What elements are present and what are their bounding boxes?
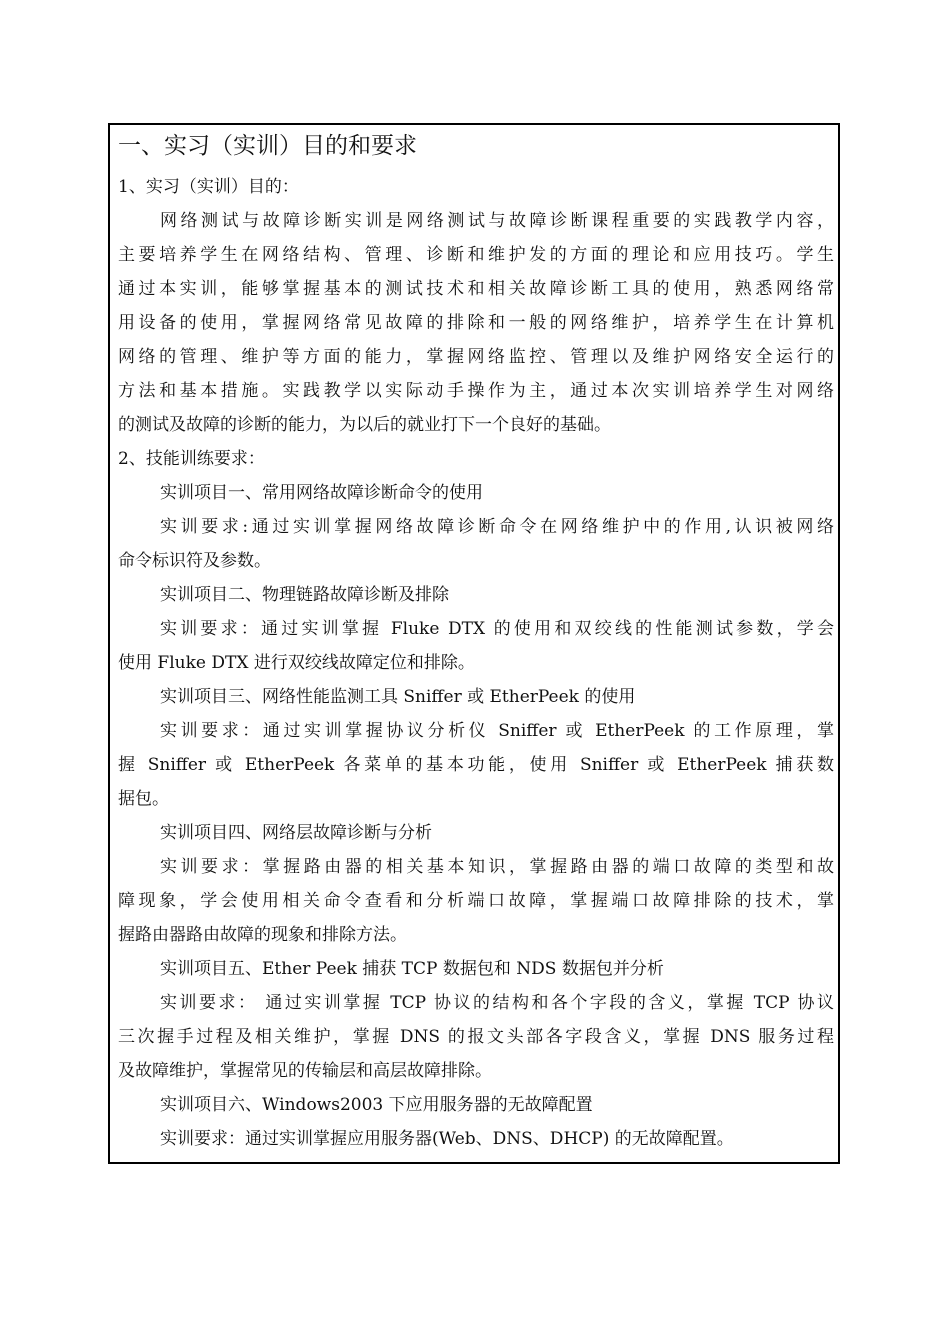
requirement-line: 实训要求：掌握路由器的相关基本知识，掌握路由器的端口故障的类型和故 xyxy=(160,857,834,877)
project-title: 实训项目四、网络层故障诊断与分析 xyxy=(160,823,432,843)
requirement-line: 障现象，学会使用相关命令查看和分析端口故障，掌握端口故障排除的技术，掌 xyxy=(118,891,834,911)
requirement-line: 实训要求： 通过实训掌握 TCP 协议的结构和各个字段的含义，掌握 TCP 协议 xyxy=(160,993,834,1013)
paragraph-line: 用设备的使用，掌握网络常见故障的排除和一般的网络维护，培养学生在计算机 xyxy=(118,313,834,333)
project-title: 实训项目二、物理链路故障诊断及排除 xyxy=(160,585,449,605)
paragraph-line: 网络的管理、维护等方面的能力，掌握网络监控、管理以及维护网络安全运行的 xyxy=(118,347,834,367)
paragraph-line: 方法和基本措施。实践教学以实际动手操作为主，通过本次实训培养学生对网络 xyxy=(118,381,834,401)
requirement-line: 实训要求：通过实训掌握 Fluke DTX 的使用和双绞线的性能测试参数，学会 xyxy=(160,619,834,639)
subheading-skills: 2、技能训练要求： xyxy=(118,449,265,469)
paragraph-line: 的测试及故障的诊断的能力，为以后的就业打下一个良好的基础。 xyxy=(118,415,611,435)
project-title: 实训项目六、Windows2003 下应用服务器的无故障配置 xyxy=(160,1095,593,1115)
requirement-line: 命令标识符及参数。 xyxy=(118,551,271,571)
project-title: 实训项目三、网络性能监测工具 Sniffer 或 EtherPeek 的使用 xyxy=(160,687,636,707)
paragraph-line: 网络测试与故障诊断实训是网络测试与故障诊断课程重要的实践教学内容， xyxy=(160,211,834,231)
project-title: 实训项目一、常用网络故障诊断命令的使用 xyxy=(160,483,483,503)
requirement-line: 实训要求：通过实训掌握协议分析仪 Sniffer 或 EtherPeek 的工作原理，掌 xyxy=(160,721,834,741)
requirement-line: 据包。 xyxy=(118,789,169,809)
paragraph-line: 主要培养学生在网络结构、管理、诊断和维护发的方面的理论和应用技巧。学生 xyxy=(118,245,834,265)
subheading-purpose: 1、实习（实训）目的： xyxy=(118,177,299,197)
requirement-line: 三次握手过程及相关维护，掌握 DNS 的报文头部各字段含义，掌握 DNS 服务过程 xyxy=(118,1027,834,1047)
requirement-line: 及故障维护，掌握常见的传输层和高层故障排除。 xyxy=(118,1061,492,1081)
paragraph-line: 通过本实训，能够掌握基本的测试技术和相关故障诊断工具的使用，熟悉网络常 xyxy=(118,279,834,299)
project-title: 实训项目五、Ether Peek 捕获 TCP 数据包和 NDS 数据包并分析 xyxy=(160,959,664,979)
requirement-line: 握 Sniffer 或 EtherPeek 各菜单的基本功能，使用 Sniffer 或 EtherPeek 捕获数 xyxy=(118,755,834,775)
requirement-line: 握路由器路由故障的现象和排除方法。 xyxy=(118,925,407,945)
requirement-line: 实训要求:通过实训掌握网络故障诊断命令在网络维护中的作用,认识被网络 xyxy=(160,517,834,537)
requirement-line: 实训要求：通过实训掌握应用服务器(Web、DNS、DHCP) 的无故障配置。 xyxy=(160,1129,734,1149)
requirement-line: 使用 Fluke DTX 进行双绞线故障定位和排除。 xyxy=(118,653,475,673)
document-content xyxy=(118,128,834,1156)
section-title: 一、实习（实训）目的和要求 xyxy=(118,133,417,159)
